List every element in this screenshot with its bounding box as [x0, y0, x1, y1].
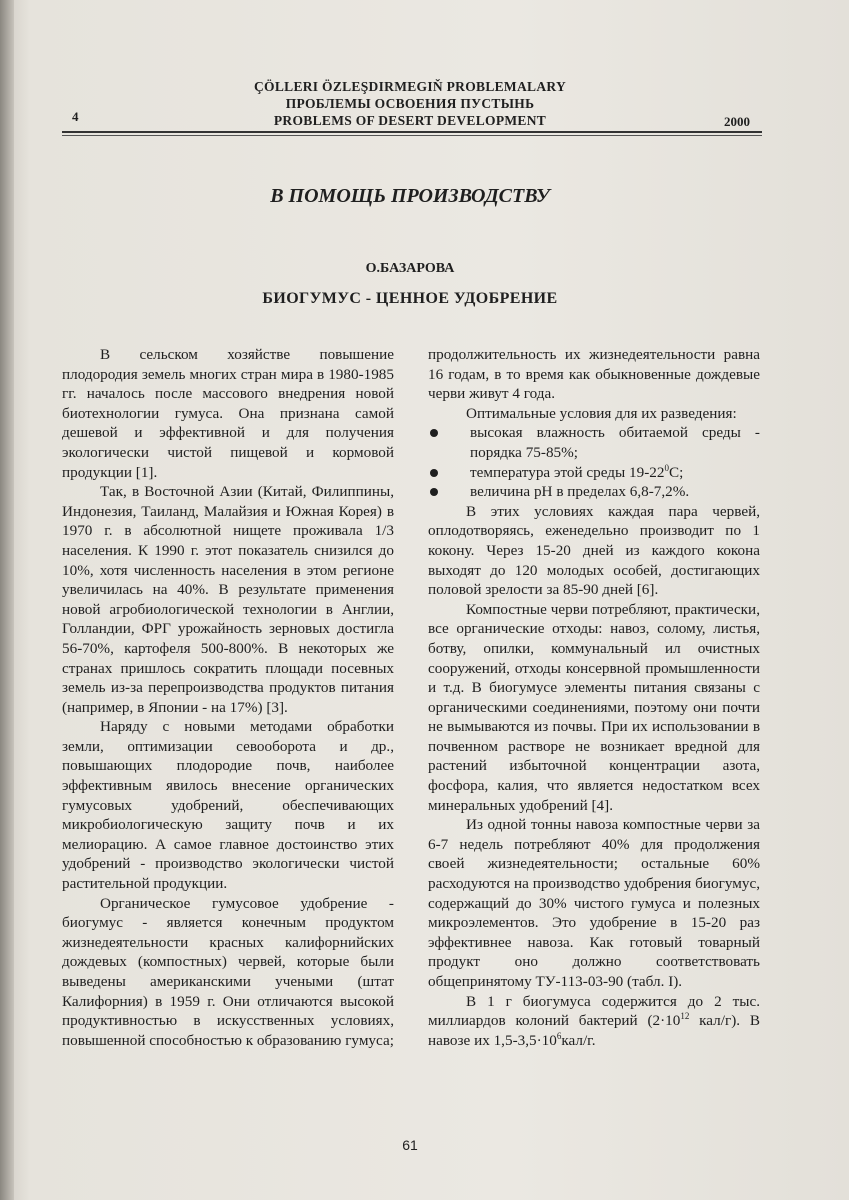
left-column	[62, 345, 394, 1050]
paragraph: Наряду с новыми методами обработки земли, оптимизации севооборота и др., повышающих плодородие почв, наиболее эффективным явилось внесение органических гумусовых удобрений, обеспечивающих микробиологическую защиту почв и их мелиорацию. А самое главное достоинство этих удобрений - производство экологически чистой растительной продукции.	[62, 718, 394, 893]
superscript: 6	[556, 1030, 562, 1041]
text-run: кал/г). В навозе их 1,5-3,5·10	[428, 1012, 760, 1049]
paragraph: Компостные черви потребляют, практически, все органические отходы: навоз, солому, листья, ботву, опилки, коммунальный ил очистных сооружений, отходы консервной промышленности и т.д. В биогумусе элементы питания связаны с органическими соединениями, поэтому они почти не вымываются из почвы. При их использовании в почвенном растворе не возникает вредной для растений избыточной концентрации азота, фосфора, калия, что является недостатком всех минеральных удобрений [4].	[428, 600, 760, 814]
superscript: 0	[664, 462, 669, 473]
list-item	[428, 482, 760, 502]
journal-header	[60, 78, 760, 129]
list-item	[428, 463, 760, 483]
superscript: 12	[680, 1011, 690, 1022]
article-title: БИОГУМУС - ЦЕННОЕ УДОБРЕНИЕ	[262, 290, 558, 307]
header-rule-thin	[62, 135, 762, 136]
book-spine-shadow	[0, 0, 14, 1200]
list-item-text: С;	[668, 463, 684, 481]
right-column	[428, 345, 760, 1050]
paragraph: Так, в Восточной Азии (Китай, Филиппины, Индонезия, Таиланд, Малайзия и Южная Корея) в 1970 г. в абсолютной нищете проживала 1/3 населения. К 1990 г. этот показатель снизился до 10%, хотя численность населения в этом регионе увеличилась на 40%. В результате применения новой агробиологической технологии в Англии, Голландии, ФРГ урожайность зерновых достигла 56-70%, картофеля 500-800%. В некоторых же странах пришлось сократить площади посевных земель из-за перепроизводства продуктов питания (например, в Японии - на 17%) [3].	[62, 483, 394, 716]
paragraph: В этих условиях каждая пара червей, оплодотворяясь, еженедельно производит по 1 кокону. Через 15-20 дней из каждого кокона выходят до 120 молодых особей, достигающих половой зрелости за 85-90 дней [6].	[428, 502, 760, 599]
paragraph: Органическое гумусовое удобрение - биогумус - является конечным продуктом жизнедеятельности красных калифорнийских дождевых (компостных) червей, которые были выведены американскими учеными (штат Калифорния) в 1959 г. Они отличаются высокой продуктивностью в искусственных условиях, повышенной способностью к образованию гумуса;	[62, 894, 394, 1049]
header-rule	[62, 131, 762, 133]
conditions-list	[428, 423, 760, 501]
bullet-icon	[430, 429, 438, 437]
list-item-text: высокая влажность обитаемой среды - порядка 75-85%;	[470, 424, 760, 461]
page-folio: 61	[402, 1137, 418, 1153]
list-item-text: температура этой среды 19-22	[470, 463, 665, 481]
paragraph: Из одной тонны навоза компостные черви за 6-7 недель потребляют 40% для продолжения своей жизнедеятельности; остальные 60% расходуются на производство удобрения биогумус, содержащий до 30% чистого гумуса и полезных микроэлементов. Это удобрение в 15-20 раз эффективнее навоза. Как готовый товарный продукт оно должно соответствовать общепринятому ТУ-113-03-90 (табл. I).	[428, 816, 760, 990]
list-item	[428, 423, 760, 462]
paragraph: Оптимальные условия для их разведения:	[466, 404, 737, 422]
paragraph: В сельском хозяйстве повышение плодородия земель многих стран мира в 1980-1985 гг. началось после массового внедрения новой биотехнологии гумуса. Она признана самой дешевой и эффективной и для получения экологически чистой пищевой и кормовой продукции [1].	[62, 346, 394, 481]
author: О.БАЗАРОВА	[365, 261, 455, 276]
issue-number: 4	[72, 109, 79, 124]
header-line-russian: ПРОБЛЕМЫ ОСВОЕНИЯ ПУСТЫНЬ	[285, 96, 535, 111]
header-line-english: PROBLEMS OF DESERT DEVELOPMENT	[273, 113, 547, 128]
paragraph	[428, 992, 760, 1051]
bullet-icon	[430, 469, 438, 477]
text-run: В 1 г биогумуса содержится до 2 тыс. миллиардов колоний бактерий (2·10	[428, 992, 760, 1030]
header-line-turkmen: ÇÖLLERI ÖZLEŞDIRMEGIŇ PROBLEMALARY	[253, 79, 567, 94]
bullet-icon	[430, 488, 438, 496]
paragraph: продолжительность их жизнедеятельности равна 16 годам, в то время как обыкновенные дождевые черви живут 4 года.	[428, 346, 760, 403]
text-run: кал/г.	[561, 1031, 596, 1049]
year: 2000	[724, 114, 750, 129]
list-item-text: величина рН в пределах 6,8-7,2%.	[470, 483, 690, 501]
section-title: В ПОМОЩЬ ПРОИЗВОДСТВУ	[270, 185, 550, 207]
